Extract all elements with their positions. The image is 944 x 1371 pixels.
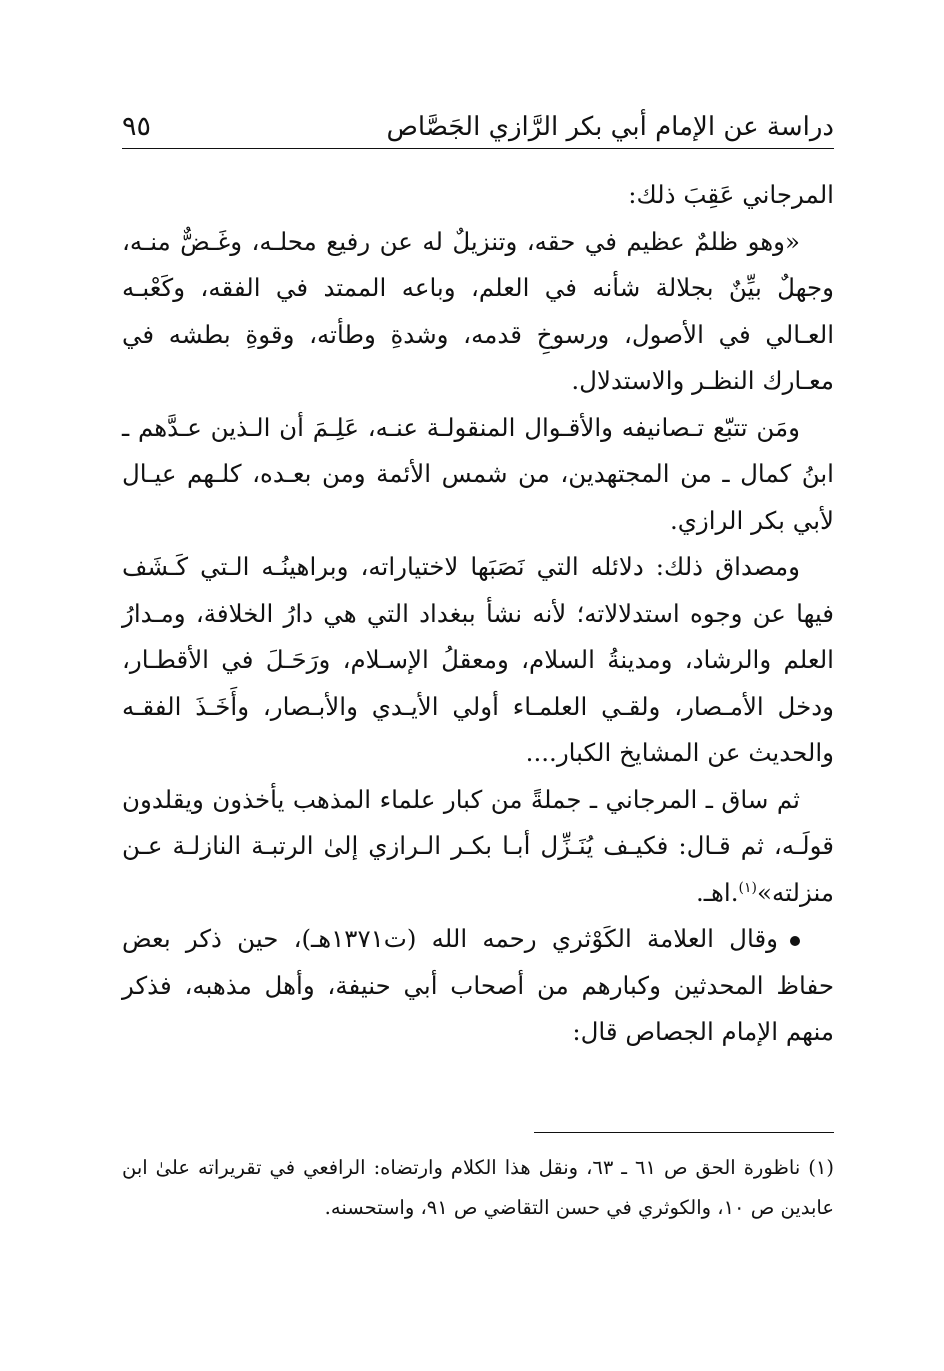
- paragraph-intro: المرجاني عَقِبَ ذلك:: [628, 180, 834, 209]
- footnote-divider: [534, 1132, 834, 1133]
- paragraph-quote-2: ومَن تتبّع تـصانيفه والأقـوال المنقولـة عنـه، عَلِـمَ أن الـذين عـدَّهم ـ ابنُ كمال ـ من المجتهدين، من شمس الأئمة ومن بعـده، كلـهم عيـال لأبي بكر الرازي.: [122, 412, 834, 535]
- bullet-paragraph-text: وقال العلامة الكَوْثري رحمه الله (ت١٣٧١هـ)، حين ذكر بعض حفاظ المحدثين وكبارهم من أصحاب أبي حنيفة، وأهل مذهبه، فذكر منهم الإمام الجصاص قال:: [122, 924, 834, 1046]
- main-text: [122, 172, 834, 1056]
- header-title: دراسة عن الإمام أبي بكر الرَّازي الجَصَّاص: [386, 112, 834, 142]
- footnotes: [122, 1148, 834, 1228]
- running-header: [122, 100, 834, 149]
- bullet-paragraph: [122, 916, 834, 1056]
- paragraph-quote-3: ومصداق ذلك: دلائله التي نَصَبَها لاختياراته، وبراهينُـه الـتي كَـشَف فيها عن وجوه استدلالاته؛ لأنه نشأ ببغداد التي هي دارُ الخلافة، ومـدارُ العلم والرشاد، ومدينةُ السلام، ومعقلُ الإسـلام، ورَحَـلَ في الأقطـار، ودخل الأمـصار، ولقـي العلمـاء أولي الأيـدي والأبـصار، وأَخَـذَ الفقـه والحديث عن المشايخ الكبار....: [122, 552, 834, 767]
- page-number: ٩٥: [122, 111, 152, 142]
- footnote-1: (١) ناظورة الحق ص ٦١ ـ ٦٣، ونقل هذا الكلام وارتضاه: الرافعي في تقريراته علىٰ ابن عابدين ص ١٠، والكوثري في حسن التقاضي ص ٩١، واستحسنه.: [122, 1156, 834, 1219]
- bullet-icon: [790, 936, 800, 946]
- paragraph-quote-1: «وهو ظلمٌ عظيم في حقه، وتنزيلٌ له عن رفيع محلـه، وغَـضٌّ منـه، وجهلٌ بيِّنٌ بجلالة شأنه في العلم، وباعه الممتد في الفقه، وكَعْبـه العـالي في الأصول، ورسوخِ قدمه، وشدةِ وطأته، وقوةِ بطشه في معـارك النظـر والاستدلال.: [122, 226, 834, 395]
- paragraph-quote-4-text: ثم ساق ـ المرجاني ـ جملةً من كبار علماء المذهب يأخذون ويقلدون قولَـه، ثم قـال: فكيـف يُنَـزِّل أبـا بكـر الـرازي إلىٰ الرتبـة النازلـة عـن منزلته»: [122, 784, 834, 907]
- paragraph-quote-4-tail: .اهـ.: [696, 877, 739, 907]
- footnote-reference: (١): [738, 879, 757, 896]
- paragraph-quote-4: [122, 777, 834, 917]
